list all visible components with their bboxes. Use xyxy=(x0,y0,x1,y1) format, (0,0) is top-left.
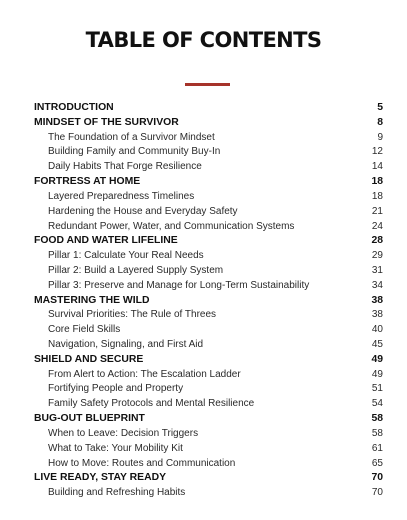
toc-page-number: 70 xyxy=(371,472,383,484)
toc-entry-title: Family Safety Protocols and Mental Resilience xyxy=(48,398,255,410)
toc-section-entry[interactable] xyxy=(34,457,383,472)
toc-entry-title: FORTRESS AT HOME xyxy=(34,176,141,188)
toc-page-number: 38 xyxy=(371,309,383,321)
toc-entry-title: The Foundation of a Survivor Mindset xyxy=(48,131,215,143)
toc-entry-title: Survival Priorities: The Rule of Threes xyxy=(48,309,217,321)
toc-entry-title: Building and Refreshing Habits xyxy=(48,487,186,499)
toc-section-entry[interactable] xyxy=(34,427,383,442)
toc-entry-title: BUG-OUT BLUEPRINT xyxy=(34,413,145,425)
toc-section-entry[interactable] xyxy=(34,264,383,279)
toc-entry-title: Hardening the House and Everyday Safety xyxy=(48,205,238,217)
toc-section-entry[interactable] xyxy=(34,249,383,264)
toc-entry-title: LIVE READY, STAY READY xyxy=(34,472,167,484)
toc-chapter-entry[interactable] xyxy=(34,234,383,249)
toc-section-entry[interactable] xyxy=(34,442,383,457)
toc-page-number: 70 xyxy=(371,487,383,499)
toc-entry-title: Redundant Power, Water, and Communication Systems xyxy=(48,220,295,232)
toc-page-number: 8 xyxy=(377,116,383,128)
toc-list xyxy=(34,101,383,501)
toc-section-entry[interactable] xyxy=(34,145,383,160)
toc-page-number: 61 xyxy=(371,442,383,454)
toc-entry-title: SHIELD AND SECURE xyxy=(34,353,144,365)
toc-chapter-entry[interactable] xyxy=(34,294,383,309)
toc-entry-title: Fortifying People and Property xyxy=(48,383,184,395)
toc-entry-title: Pillar 1: Calculate Your Real Needs xyxy=(48,250,204,262)
toc-section-entry[interactable] xyxy=(34,160,383,175)
toc-page-number: 9 xyxy=(377,131,383,143)
title-divider xyxy=(185,83,230,86)
toc-entry-title: Navigation, Signaling, and First Aid xyxy=(48,339,204,350)
toc-page-number: 40 xyxy=(371,324,383,336)
toc-chapter-entry[interactable] xyxy=(34,471,383,486)
toc-page-number: 5 xyxy=(377,102,383,113)
toc-section-entry[interactable] xyxy=(34,397,383,412)
toc-section-entry[interactable] xyxy=(34,323,383,338)
toc-page-number: 58 xyxy=(371,413,383,425)
toc-section-entry[interactable] xyxy=(34,220,383,235)
toc-chapter-entry[interactable] xyxy=(34,353,383,368)
toc-chapter-entry[interactable] xyxy=(34,412,383,427)
toc-section-entry[interactable] xyxy=(34,382,383,397)
toc-section-entry[interactable] xyxy=(34,338,383,353)
toc-section-entry[interactable] xyxy=(34,308,383,323)
toc-page-number: 49 xyxy=(371,368,383,380)
toc-section-entry[interactable] xyxy=(34,486,383,501)
toc-page-number: 24 xyxy=(371,220,383,232)
toc-page-number: 45 xyxy=(371,339,383,350)
toc-entry-title: From Alert to Action: The Escalation Ladder xyxy=(48,368,241,380)
toc-entry-title: Pillar 2: Build a Layered Supply System xyxy=(48,264,224,276)
toc-section-entry[interactable] xyxy=(34,190,383,205)
toc-page-number: 51 xyxy=(371,383,383,395)
toc-entry-title: Building Family and Community Buy-In xyxy=(48,146,221,158)
toc-entry-title: When to Leave: Decision Triggers xyxy=(48,427,199,439)
toc-page-number: 58 xyxy=(371,427,383,439)
page-title: TABLE OF CONTENTS xyxy=(85,28,322,52)
toc-page-number: 54 xyxy=(371,398,383,410)
toc-entry-title: MASTERING THE WILD xyxy=(34,294,150,306)
toc-section-entry[interactable] xyxy=(34,368,383,383)
toc-section-entry[interactable] xyxy=(34,205,383,220)
toc-page-number: 28 xyxy=(371,235,383,247)
toc-entry-title: Pillar 3: Preserve and Manage for Long-Term Sustainability xyxy=(48,279,310,291)
toc-page-number: 31 xyxy=(371,264,383,276)
toc-page-number: 34 xyxy=(371,279,383,291)
toc-chapter-entry[interactable] xyxy=(34,175,383,190)
toc-page-number: 21 xyxy=(371,205,383,217)
toc-entry-title: Core Field Skills xyxy=(48,324,121,336)
toc-page-number: 12 xyxy=(371,146,383,158)
toc-entry-title: INTRODUCTION xyxy=(34,102,114,113)
toc-entry-title: Daily Habits That Forge Resilience xyxy=(48,161,202,173)
toc-chapter-entry[interactable] xyxy=(34,101,383,116)
toc-entry-title: Layered Preparedness Timelines xyxy=(48,190,195,202)
toc-page-number: 49 xyxy=(371,353,383,365)
toc-section-entry[interactable] xyxy=(34,279,383,294)
toc-page-number: 14 xyxy=(371,161,383,173)
toc-page-number: 29 xyxy=(371,250,383,262)
toc-entry-title: How to Move: Routes and Communication xyxy=(48,457,236,469)
toc-entry-title: FOOD AND WATER LIFELINE xyxy=(34,235,178,247)
toc-chapter-entry[interactable] xyxy=(34,116,383,131)
toc-page-number: 65 xyxy=(371,457,383,469)
toc-section-entry[interactable] xyxy=(34,131,383,146)
toc-entry-title: What to Take: Your Mobility Kit xyxy=(48,442,183,454)
toc-page-number: 38 xyxy=(371,294,383,306)
toc-page-number: 18 xyxy=(371,190,383,202)
toc-entry-title: MINDSET OF THE SURVIVOR xyxy=(34,116,179,128)
toc-page-number: 18 xyxy=(371,176,383,188)
